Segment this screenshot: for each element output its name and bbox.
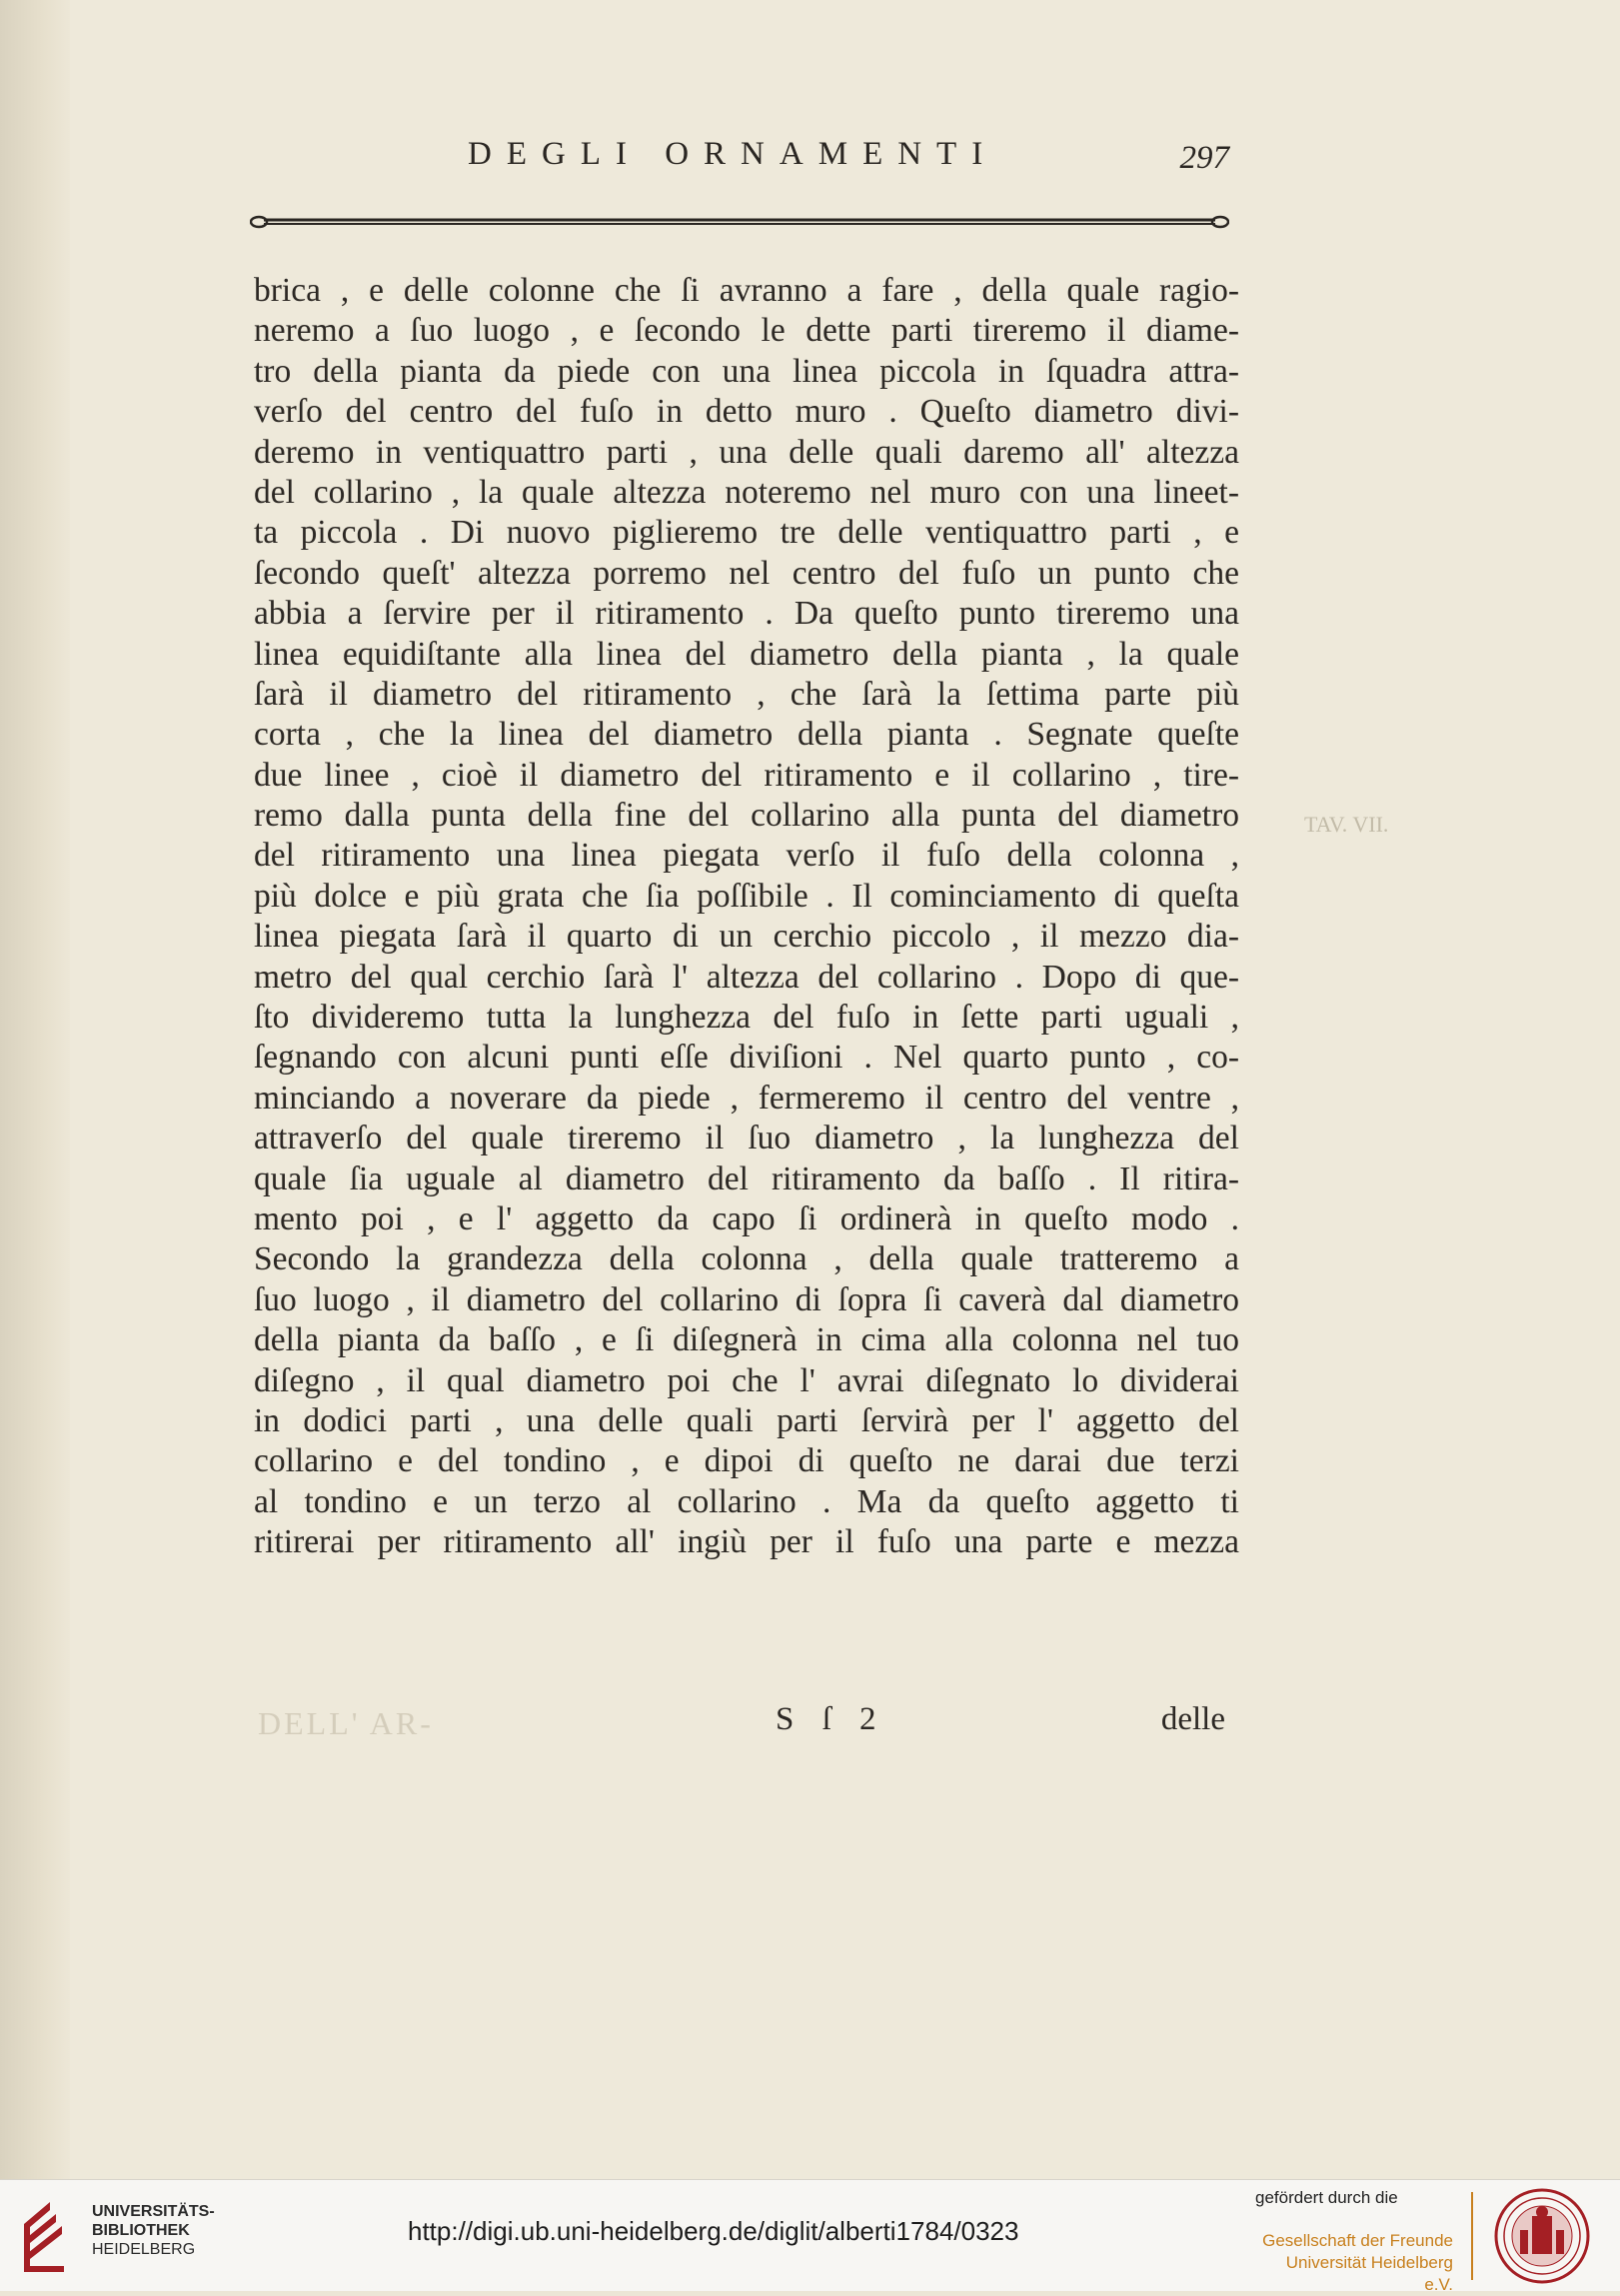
- text-line: tro della pianta da piede con una linea piccola in ſquadra attra-: [254, 352, 1239, 390]
- sponsor-divider: [1471, 2192, 1473, 2280]
- text-line: ſecondo queſt' altezza porremo nel centro del fuſo un punto che: [254, 554, 1239, 592]
- sponsor-label: gefördert durch die: [1255, 2188, 1398, 2207]
- text-line: deremo in ventiquattro parti , una delle quali daremo all' altezza: [254, 433, 1239, 471]
- text-line: linea piegata ſarà il quarto di un cerchio piccolo , il mezzo dia-: [254, 918, 1239, 956]
- text-line: brica , e delle colonne che ſi avranno a fare , della quale ragio-: [254, 272, 1239, 309]
- text-line: minciando a noverare da piede , fermeremo il centro del ventre ,: [254, 1079, 1239, 1117]
- text-line: ſegnando con alcuni punti eſſe diviſioni . Nel quarto punto , co-: [254, 1039, 1239, 1077]
- text-line: ſuo luogo , il diametro del collarino di ſopra ſi caverà dal diametro: [254, 1280, 1239, 1318]
- text-line: ſarà il diametro del ritiramento , che ſarà la ſettima parte più: [254, 675, 1239, 713]
- page-number: 297: [1179, 140, 1229, 176]
- text-line: due linee , cioè il diametro del ritiramento e il collarino , tire-: [254, 756, 1239, 794]
- text-line: Secondo la grandezza della colonna , della quale tratteremo a: [254, 1240, 1239, 1278]
- page-gutter: [0, 0, 72, 2179]
- text-line: remo dalla punta della fine del collarino alla punta del diametro: [254, 797, 1239, 835]
- text-line: più dolce e più grata che ſia poſſibile . Il cominciamento di queſta: [254, 877, 1239, 915]
- text-line: ta piccola . Di nuovo piglieremo tre delle ventiquattro parti , e: [254, 514, 1239, 552]
- page-header: [250, 136, 1239, 186]
- text-line: metro del qual cerchio ſarà l' altezza del collarino . Dopo di que-: [254, 958, 1239, 996]
- text-line: mento poi , e l' aggetto da capo ſi ordinerà in queſto modo .: [254, 1199, 1239, 1237]
- signature-mark: S ſ 2: [776, 1701, 886, 1737]
- bleed-through-margin-note: TAV. VII.: [1304, 812, 1389, 837]
- body-text: [254, 271, 1239, 1563]
- digitization-banner: [0, 2179, 1620, 2294]
- text-line: collarino e del tondino , e dipoi di queſto ne darai due terzi: [254, 1442, 1239, 1480]
- text-line: attraverſo del quale tireremo il ſuo diametro , la lunghezza del: [254, 1120, 1239, 1157]
- text-line: neremo a ſuo luogo , e ſecondo le dette parti tireremo il diame-: [254, 312, 1239, 350]
- text-line: del collarino , la quale altezza noteremo nel muro con una lineet-: [254, 473, 1239, 511]
- running-title: DEGLI ORNAMENTI: [468, 136, 998, 172]
- text-line: della pianta da baſſo , e ſi diſegnerà in cima alla colonna nel tuo: [254, 1321, 1239, 1359]
- library-name-line-2: BIBLIOTHEK: [92, 2222, 190, 2239]
- catchword: delle: [1160, 1701, 1225, 1737]
- sponsor-name-line-2: Universität Heidelberg e.V.: [1285, 2253, 1453, 2294]
- text-line: diſegno , il qual diametro poi che l' avrai diſegnato lo dividerai: [254, 1361, 1239, 1399]
- library-name: [92, 2202, 215, 2259]
- sponsor-name: [1255, 2230, 1453, 2296]
- text-line: abbia a ſervire per il ritiramento . Da queſto punto tireremo una: [254, 595, 1239, 633]
- permalink-url[interactable]: http://digi.ub.uni-heidelberg.de/diglit/alberti1784/0323: [408, 2216, 1019, 2246]
- text-line: in dodici parti , una delle quali parti ſervirà per l' aggetto del: [254, 1401, 1239, 1439]
- header-rule: [250, 212, 1229, 232]
- text-line: ritirerai per ritiramento all' ingiù per il fuſo una parte e mezza: [254, 1523, 1239, 1561]
- text-line: verſo del centro del fuſo in detto muro . Queſto diametro divi-: [254, 393, 1239, 431]
- bleed-through-catchword: DELL' AR-: [258, 1705, 434, 1741]
- library-name-line-1: UNIVERSITÄTS-: [92, 2203, 215, 2220]
- sponsor-name-line-1: Gesellschaft der Freunde: [1262, 2231, 1453, 2250]
- text-line: del ritiramento una linea piegata verſo il fuſo della colonna ,: [254, 837, 1239, 875]
- library-logo-icon: [14, 2194, 78, 2278]
- text-line: ſto divideremo tutta la lunghezza del fuſo in ſette parti uguali ,: [254, 999, 1239, 1037]
- university-seal-icon: [1492, 2186, 1592, 2286]
- text-line: linea equidiſtante alla linea del diametro della pianta , la quale: [254, 635, 1239, 673]
- text-line: quale ſia uguale al diametro del ritiramento da baſſo . Il ritira-: [254, 1159, 1239, 1197]
- library-name-line-3: HEIDELBERG: [92, 2241, 196, 2258]
- text-line: corta , che la linea del diametro della pianta . Segnate queſte: [254, 716, 1239, 754]
- text-line: al tondino e un terzo al collarino . Ma da queſto aggetto ti: [254, 1482, 1239, 1520]
